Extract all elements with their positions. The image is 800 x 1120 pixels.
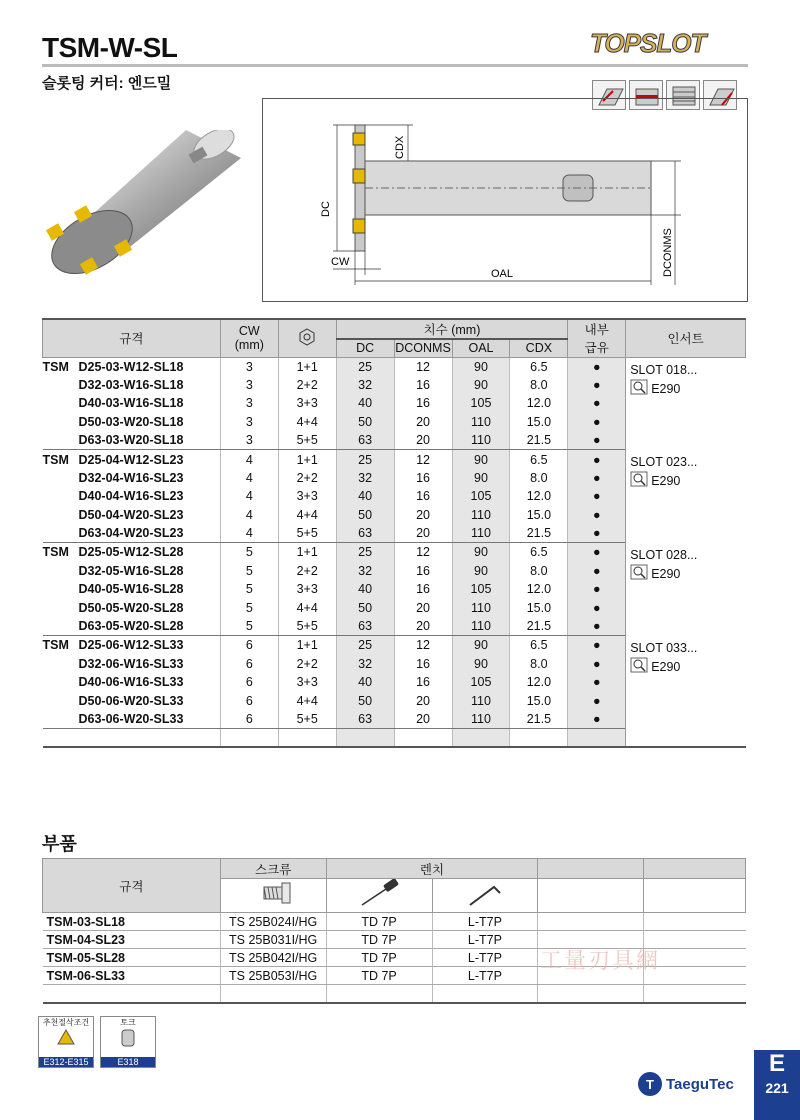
spec-row — [43, 450, 746, 469]
cw-value: 3 — [220, 413, 278, 432]
code-body: D32-06-W16-SL33 — [78, 656, 184, 671]
driver-value: TD 7P — [326, 931, 432, 949]
cdx-value: 12.0 — [510, 487, 568, 506]
dc-label: DC — [320, 201, 332, 217]
code-body: D50-03-W20-SL18 — [78, 415, 184, 430]
cdx-value: 15.0 — [510, 413, 568, 432]
coolant-value: ● — [568, 710, 626, 729]
magnifier-icon — [630, 471, 648, 492]
dc-value: 25 — [336, 636, 394, 655]
cw-label: CW — [331, 256, 350, 268]
cdx-value: 15.0 — [510, 506, 568, 525]
screw-image-cell — [220, 879, 326, 913]
cw-value: 5 — [220, 580, 278, 599]
insert-page-link[interactable]: E290 — [651, 566, 681, 581]
cdx-value: 21.5 — [510, 524, 568, 543]
cdx-value: 6.5 — [510, 636, 568, 655]
code-body: D50-05-W20-SL28 — [78, 601, 184, 616]
dc-value: 32 — [336, 469, 394, 488]
code-body: D25-06-W12-SL33 — [78, 638, 184, 653]
key-value: L-T7P — [432, 949, 538, 967]
teeth-value: 3+3 — [278, 580, 336, 599]
dc-value: 50 — [336, 599, 394, 618]
dconms-value: 16 — [394, 673, 452, 692]
screw-value: TS 25B031I/HG — [220, 931, 326, 949]
cdx-value: 8.0 — [510, 376, 568, 395]
oal-value: 90 — [452, 469, 510, 488]
dimension-drawing — [262, 98, 748, 302]
cw-value: 4 — [220, 487, 278, 506]
coolant-value: ● — [568, 394, 626, 413]
cdx-value: 12.0 — [510, 580, 568, 599]
cw-value: 5 — [220, 562, 278, 581]
oal-header: OAL — [452, 339, 510, 357]
teeth-value: 1+1 — [278, 543, 336, 562]
dc-header: DC — [336, 339, 394, 357]
dc-value: 63 — [336, 524, 394, 543]
oal-value: 90 — [452, 543, 510, 562]
teeth-value: 4+4 — [278, 506, 336, 525]
oal-value: 110 — [452, 710, 510, 729]
cw-value: 4 — [220, 506, 278, 525]
dconms-value: 20 — [394, 431, 452, 450]
screw-header: 스크류 — [220, 859, 326, 879]
torque-page: E318 — [101, 1057, 155, 1067]
code-body: D40-03-W16-SL18 — [78, 396, 184, 411]
cw-value: 6 — [220, 692, 278, 711]
tool-code — [43, 673, 221, 692]
oal-value: 110 — [452, 524, 510, 543]
dc-value: 32 — [336, 376, 394, 395]
teeth-header — [278, 319, 336, 357]
screw-value: TS 25B042I/HG — [220, 949, 326, 967]
coolant-value: ● — [568, 580, 626, 599]
oal-value: 110 — [452, 431, 510, 450]
tool-code — [43, 636, 221, 655]
oal-value: 90 — [452, 376, 510, 395]
code-body: D40-05-W16-SL28 — [78, 582, 184, 597]
dc-value: 32 — [336, 562, 394, 581]
magnifier-icon — [630, 379, 648, 400]
watermark-text: 工量刃具網 — [540, 948, 661, 973]
cdx-value: 6.5 — [510, 357, 568, 376]
screw-icon — [248, 898, 298, 912]
wrench-header: 렌치 — [326, 859, 538, 879]
tool-code — [43, 413, 221, 432]
cw-value: 6 — [220, 710, 278, 729]
parts-table — [42, 858, 746, 1004]
coolant-value: ● — [568, 376, 626, 395]
cw-value: 5 — [220, 599, 278, 618]
dc-value: 50 — [336, 692, 394, 711]
oal-value: 105 — [452, 673, 510, 692]
teeth-value: 2+2 — [278, 376, 336, 395]
cw-value: 3 — [220, 394, 278, 413]
coolant-value: ● — [568, 413, 626, 432]
tool-code — [43, 487, 221, 506]
coolant-value: ● — [568, 487, 626, 506]
cw-value: 6 — [220, 655, 278, 674]
tool-code — [43, 506, 221, 525]
topslot-logo — [590, 28, 705, 59]
teeth-value: 5+5 — [278, 431, 336, 450]
spec-row — [43, 357, 746, 376]
dconms-value: 20 — [394, 524, 452, 543]
tool-code — [43, 580, 221, 599]
title-divider — [42, 64, 748, 67]
insert-series: SLOT 033... — [630, 640, 698, 655]
teeth-value: 5+5 — [278, 524, 336, 543]
dc-value: 50 — [336, 413, 394, 432]
teeth-value: 1+1 — [278, 450, 336, 469]
dconms-value: 20 — [394, 506, 452, 525]
page-subtitle: 슬롯팅 커터: 엔드밀 — [42, 75, 172, 92]
cdx-value: 8.0 — [510, 562, 568, 581]
tool-code — [43, 562, 221, 581]
taegutec-icon: T — [638, 1072, 662, 1096]
parts-row — [43, 913, 746, 931]
cdx-value: 6.5 — [510, 543, 568, 562]
code-body: D32-05-W16-SL28 — [78, 563, 184, 578]
dc-value: 63 — [336, 431, 394, 450]
tool-code — [43, 450, 221, 469]
tool-code — [43, 617, 221, 636]
cdx-value: 15.0 — [510, 692, 568, 711]
teeth-value: 1+1 — [278, 636, 336, 655]
oal-value: 90 — [452, 655, 510, 674]
coolant-value: ● — [568, 655, 626, 674]
cdx-value: 6.5 — [510, 450, 568, 469]
tool-code — [43, 599, 221, 618]
dconms-value: 12 — [394, 357, 452, 376]
tool-code — [43, 710, 221, 729]
l-key-image-cell — [432, 879, 538, 913]
dconms-value: 12 — [394, 636, 452, 655]
teeth-value: 4+4 — [278, 413, 336, 432]
cw-header-unit: (mm) — [234, 338, 264, 353]
oal-label: OAL — [491, 268, 514, 280]
dc-value: 40 — [336, 580, 394, 599]
dc-value: 63 — [336, 617, 394, 636]
coolant-value: ● — [568, 357, 626, 376]
dconms-value: 20 — [394, 617, 452, 636]
torque-title: 토크 — [120, 1018, 136, 1027]
oal-value: 90 — [452, 357, 510, 376]
dc-value: 25 — [336, 357, 394, 376]
insert-page-link[interactable]: E290 — [651, 659, 681, 674]
insert-reference[interactable] — [626, 543, 746, 636]
code-body: D63-06-W20-SL33 — [78, 712, 184, 727]
oal-value: 110 — [452, 617, 510, 636]
oal-value: 110 — [452, 506, 510, 525]
dconms-value: 20 — [394, 710, 452, 729]
spec-row — [43, 636, 746, 655]
cdx-value: 21.5 — [510, 431, 568, 450]
code-body: D50-06-W20-SL33 — [78, 693, 184, 708]
code-body: D25-05-W12-SL28 — [78, 545, 184, 560]
cw-value: 5 — [220, 543, 278, 562]
code-body: D63-05-W20-SL28 — [78, 619, 184, 634]
insert-series: SLOT 023... — [630, 454, 698, 469]
code-prefix: TSM — [42, 452, 69, 467]
tool-code — [43, 543, 221, 562]
oal-value: 105 — [452, 394, 510, 413]
oal-value: 90 — [452, 450, 510, 469]
dconms-value: 20 — [394, 692, 452, 711]
brand-logo — [638, 1072, 734, 1096]
coolant-value: ● — [568, 469, 626, 488]
dconms-value: 20 — [394, 599, 452, 618]
dc-value: 63 — [336, 710, 394, 729]
code-prefix: TSM — [42, 359, 69, 374]
code-body: D25-04-W12-SL23 — [78, 452, 184, 467]
screw-value: TS 25B053I/HG — [220, 967, 326, 985]
code-body: D32-04-W16-SL23 — [78, 470, 184, 485]
tool-code — [43, 357, 221, 376]
brand-name: TaeguTec — [666, 1075, 734, 1093]
tool-code — [43, 376, 221, 395]
l-key-icon — [460, 898, 510, 912]
coolant-value: ● — [568, 450, 626, 469]
coolant-value: ● — [568, 599, 626, 618]
specification-rows — [43, 357, 746, 747]
driver-value: TD 7P — [326, 913, 432, 931]
coolant-value: ● — [568, 617, 626, 636]
dconms-value: 16 — [394, 487, 452, 506]
teeth-value: 2+2 — [278, 655, 336, 674]
page-title: TSM-W-SL — [42, 32, 178, 63]
cutting-conditions-pages: E312-E315 — [39, 1057, 93, 1067]
coolant-value: ● — [568, 524, 626, 543]
cdx-value: 21.5 — [510, 617, 568, 636]
cw-value: 3 — [220, 431, 278, 450]
coolant-value: ● — [568, 431, 626, 450]
page-number: 221 — [765, 1080, 789, 1096]
teeth-value: 4+4 — [278, 692, 336, 711]
key-value: L-T7P — [432, 913, 538, 931]
oal-value: 105 — [452, 580, 510, 599]
cw-value: 6 — [220, 673, 278, 692]
torx-driver-icon — [354, 898, 404, 912]
teeth-value: 3+3 — [278, 487, 336, 506]
coolant-value: ● — [568, 506, 626, 525]
cw-value: 4 — [220, 524, 278, 543]
tool-code — [43, 524, 221, 543]
code-prefix: TSM — [42, 638, 69, 653]
key-value: L-T7P — [432, 967, 538, 985]
cdx-value: 12.0 — [510, 673, 568, 692]
cutting-conditions-title: 추천절삭조건 — [42, 1018, 90, 1027]
torx-driver-image-cell — [326, 879, 432, 913]
code-body: D32-03-W16-SL18 — [78, 377, 184, 392]
tool-code — [43, 431, 221, 450]
insert-series: SLOT 018... — [630, 362, 698, 377]
dconms-value: 12 — [394, 543, 452, 562]
teeth-value: 5+5 — [278, 710, 336, 729]
tool-code — [43, 469, 221, 488]
section-letter: E — [768, 1050, 785, 1077]
dc-value: 40 — [336, 394, 394, 413]
parts-code: TSM-03-SL18 — [43, 913, 221, 931]
code-body: D25-03-W12-SL18 — [78, 359, 184, 374]
cw-value: 6 — [220, 636, 278, 655]
dconms-value: 12 — [394, 450, 452, 469]
dconms-value: 16 — [394, 655, 452, 674]
driver-value: TD 7P — [326, 967, 432, 985]
parts-code: TSM-04-SL23 — [43, 931, 221, 949]
cw-value: 5 — [220, 617, 278, 636]
insert-reference[interactable] — [626, 636, 746, 729]
insert-reference[interactable] — [626, 357, 746, 450]
code-body: D50-04-W20-SL23 — [78, 508, 184, 523]
cdx-value: 8.0 — [510, 469, 568, 488]
coolant-value: ● — [568, 636, 626, 655]
coolant-header: 내부 급유 — [568, 319, 626, 357]
cw-value: 3 — [220, 357, 278, 376]
dc-value: 32 — [336, 655, 394, 674]
code-body: D63-04-W20-SL23 — [78, 526, 184, 541]
cw-value: 3 — [220, 376, 278, 395]
specification-table — [42, 318, 746, 748]
dconms-value: 16 — [394, 562, 452, 581]
parts-code-header: 규격 — [43, 859, 221, 913]
key-value: L-T7P — [432, 931, 538, 949]
parts-code: TSM-06-SL33 — [43, 967, 221, 985]
dconms-header: DCONMS — [394, 339, 452, 357]
oal-value: 90 — [452, 562, 510, 581]
teeth-value: 2+2 — [278, 469, 336, 488]
tool-code — [43, 394, 221, 413]
oal-value: 110 — [452, 413, 510, 432]
code-header: 규격 — [43, 319, 221, 357]
dconms-value: 16 — [394, 376, 452, 395]
teeth-value: 4+4 — [278, 599, 336, 618]
oal-value: 110 — [452, 599, 510, 618]
coolant-value: ● — [568, 692, 626, 711]
cdx-value: 12.0 — [510, 394, 568, 413]
coolant-value: ● — [568, 673, 626, 692]
insert-page-link[interactable]: E290 — [651, 381, 681, 396]
insert-header: 인서트 — [626, 319, 746, 357]
code-body: D40-04-W16-SL23 — [78, 489, 184, 504]
insert-series: SLOT 028... — [630, 547, 698, 562]
cdx-label: CDX — [394, 135, 406, 159]
oal-value: 110 — [452, 692, 510, 711]
torque-icon — [116, 1041, 140, 1050]
parts-code: TSM-05-SL28 — [43, 949, 221, 967]
teeth-value: 3+3 — [278, 673, 336, 692]
oal-value: 90 — [452, 636, 510, 655]
coolant-value: ● — [568, 543, 626, 562]
dconms-value: 16 — [394, 469, 452, 488]
cw-header — [220, 319, 278, 357]
watermark — [540, 944, 660, 975]
cdx-value: 15.0 — [510, 599, 568, 618]
spec-empty-row — [43, 729, 746, 748]
cutting-conditions-reference[interactable] — [38, 1016, 94, 1068]
dimensions-header: 치수 (mm) — [336, 319, 568, 339]
teeth-value: 5+5 — [278, 617, 336, 636]
teeth-value: 3+3 — [278, 394, 336, 413]
dconms-value: 20 — [394, 413, 452, 432]
insert-page-link[interactable]: E290 — [651, 473, 681, 488]
parts-section-title: 부품 — [42, 834, 77, 854]
cw-value: 4 — [220, 469, 278, 488]
teeth-value: 1+1 — [278, 357, 336, 376]
code-prefix: TSM — [42, 545, 69, 560]
teeth-count-icon — [297, 336, 317, 350]
dconms-value: 16 — [394, 394, 452, 413]
insert-icon — [54, 1041, 78, 1050]
magnifier-icon — [630, 657, 648, 678]
dconms-value: 16 — [394, 580, 452, 599]
code-body: D63-03-W20-SL18 — [78, 433, 184, 448]
cdx-header: CDX — [510, 339, 568, 357]
parts-empty-row — [43, 985, 746, 1003]
torque-reference[interactable] — [100, 1016, 156, 1068]
spec-row — [43, 543, 746, 562]
dc-value: 25 — [336, 543, 394, 562]
tool-code — [43, 692, 221, 711]
dconms-label: DCONMS — [662, 228, 674, 277]
dc-value: 25 — [336, 450, 394, 469]
cw-header-label: CW — [238, 324, 260, 339]
oal-value: 105 — [452, 487, 510, 506]
dc-value: 40 — [336, 673, 394, 692]
section-tab — [754, 1050, 800, 1120]
tool-code — [43, 655, 221, 674]
tool-product-image — [36, 130, 246, 280]
code-body: D40-06-W16-SL33 — [78, 675, 184, 690]
cdx-value: 21.5 — [510, 710, 568, 729]
magnifier-icon — [630, 564, 648, 585]
screw-value: TS 25B024I/HG — [220, 913, 326, 931]
dc-value: 50 — [336, 506, 394, 525]
teeth-value: 2+2 — [278, 562, 336, 581]
driver-value: TD 7P — [326, 949, 432, 967]
dc-value: 40 — [336, 487, 394, 506]
coolant-value: ● — [568, 562, 626, 581]
logo-text: TOPSLOT — [590, 28, 706, 58]
insert-reference[interactable] — [626, 450, 746, 543]
cw-value: 4 — [220, 450, 278, 469]
cdx-value: 8.0 — [510, 655, 568, 674]
